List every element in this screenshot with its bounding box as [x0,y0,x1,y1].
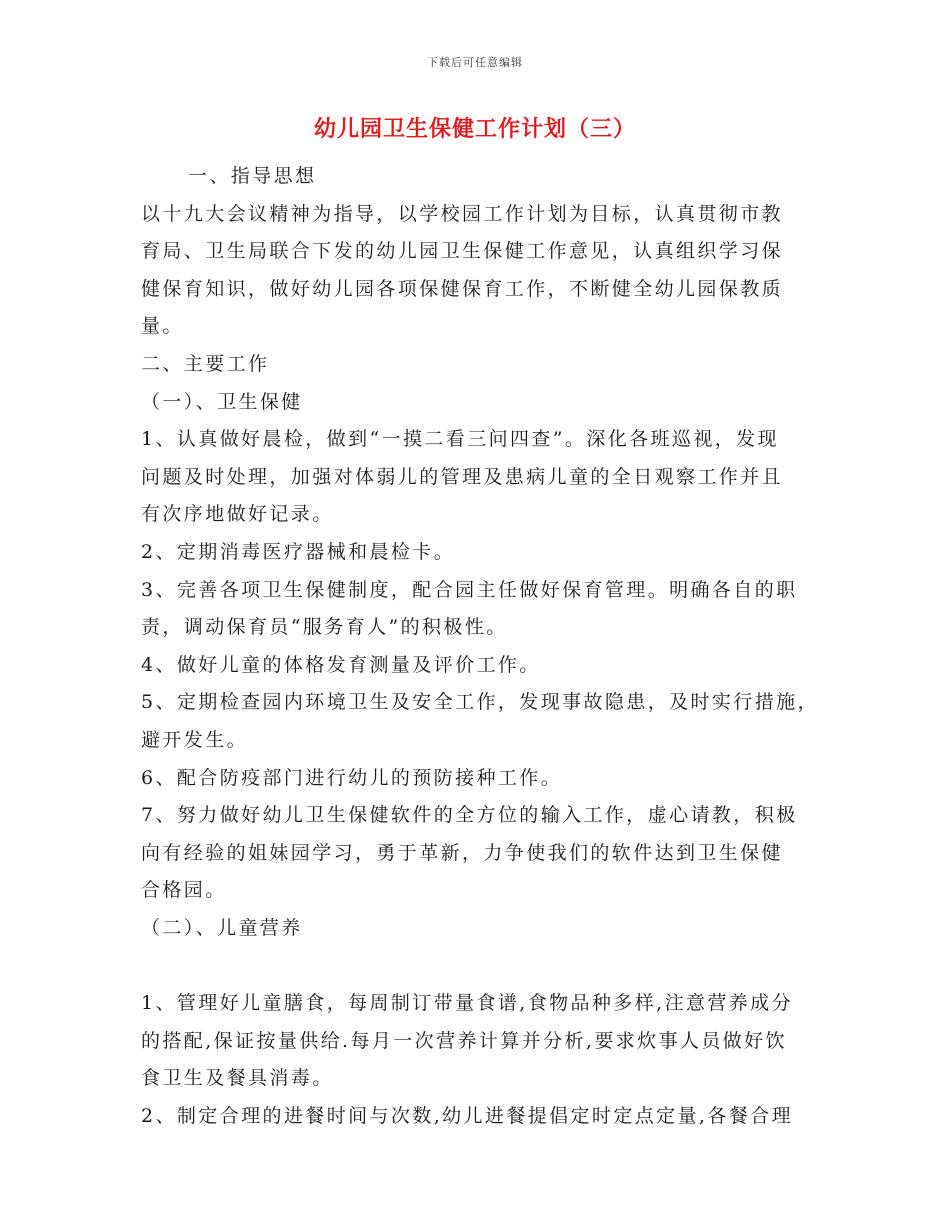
paragraph-line: 健保育知识，做好幼儿园各项保健保育工作，不断健全幼儿园保教质 [141,277,784,300]
paragraph-line: 育局、卫生局联合下发的幼儿园卫生保健工作意见，认真组织学习保 [141,240,784,263]
paragraph-line: 以十九大会议精神为指导，以学校园工作计划为目标，认真贯彻市教 [141,202,784,225]
list-item-line: 避开发生。 [141,728,249,751]
list-item-line: 2、制定合理的进餐时间与次数,幼儿进餐提倡定时定点定量,各餐合理 [141,1104,793,1127]
list-item-line: 问题及时处理，加强对体弱儿的管理及患病儿童的全日观察工作并且 [141,465,784,488]
subsection-heading-health-care: （一）、卫生保健 [141,390,303,413]
section-heading-main-work: 二、主要工作 [141,352,270,375]
section-heading-guiding-ideology: 一、指导思想 [188,165,317,187]
list-item-line: 责，调动保育员“服务育人”的积极性。 [141,616,508,639]
list-item-line: 合格园。 [141,879,227,902]
list-item-line: 1、认真做好晨检，做到“一摸二看三问四查”。深化各班巡视，发现 [141,428,779,451]
header-note: 下载后可任意编辑 [427,56,523,69]
blank-line [141,947,821,985]
list-item-line: 6、配合防疫部门进行幼儿的预防接种工作。 [141,766,563,789]
list-item-line: 2、定期消毒医疗器械和晨检卡。 [141,540,456,563]
list-item-line: 食卫生及餐具消毒。 [141,1067,334,1090]
list-item-line: 有次序地做好记录。 [141,503,334,526]
document-title: 幼儿园卫生保健工作计划（三） [313,116,636,142]
paragraph-line: 量。 [141,315,184,338]
list-item-line: 5、定期检查园内环境卫生及安全工作，发现事故隐患，及时实行措施， [141,691,819,714]
list-item-line: 向有经验的姐妹园学习，勇于革新，力争使我们的软件达到卫生保健 [141,841,784,864]
list-item-line: 1、管理好儿童膳食，每周制订带量食谱,食物品种多样,注意营养成分 [141,992,793,1015]
subsection-heading-child-nutrition: （二）、儿童营养 [141,916,303,939]
list-item-line: 的搭配,保证按量供给.每月一次营养计算并分析,要求炊事人员做好饮 [141,1029,787,1052]
list-item-line: 7、努力做好幼儿卫生保健软件的全方位的输入工作，虚心请教，积极 [141,804,798,827]
document-body [141,158,821,1135]
list-item-line: 4、做好儿童的体格发育测量及评价工作。 [141,653,541,676]
list-item-line: 3、完善各项卫生保健制度，配合园主任做好保育管理。明确各自的职 [141,578,798,601]
